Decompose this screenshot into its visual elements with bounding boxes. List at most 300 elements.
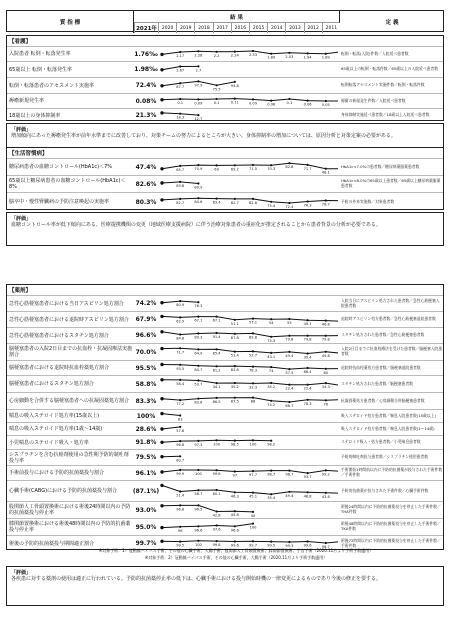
data-label: 85.8 [176,183,185,188]
data-label: 76 [323,402,329,407]
trend-chart [160,312,338,327]
data-label: 0.09 [194,101,203,106]
indicator-definition: 入院当日にアスピリン処方された患者数／急性心筋梗塞入院患者数 [341,297,440,308]
data-label: 96.8 [176,443,185,448]
year-header-7: 2014 [267,23,285,33]
indicator-label: 喘息の吸入ステロイド処方率(1歳〜14歳) [9,426,103,432]
data-point [234,382,236,384]
evaluation-comment [6,566,444,606]
data-point [179,65,181,67]
data-label: 89.3 [194,335,203,340]
indicator-definition: 転倒・転落(入院)件数／入院延べ患者数 [341,50,409,56]
trend-chart [160,502,338,518]
indicator-definition: 65歳以上の転倒・転落件数／65歳以上の入院延べ患者数 [341,66,438,72]
indicator-row [7,435,443,449]
data-label: 98.7 [267,472,276,477]
trend-line-svg [160,328,338,344]
data-label: 42.8 [212,513,221,518]
data-point [234,81,236,83]
data-label: 96 [177,528,183,533]
trend-line-svg [160,109,338,123]
data-point [234,164,236,166]
data-point [270,336,272,338]
data-point [197,50,199,52]
data-point [270,366,272,368]
indicator-definition: 予防の外来実施数／対象患者数 [341,198,395,204]
data-label: 65.4 [212,351,221,356]
data-point [234,333,236,335]
data-point [179,426,181,428]
data-point [160,470,163,473]
data-point [270,440,272,442]
data-point [160,301,163,304]
indicator-label: 喘息の吸入ステロイド処方率(15歳以上) [9,413,100,419]
indicator-row [7,343,443,360]
data-point [197,398,199,400]
current-value: 58.8% [135,380,157,388]
comment-text: 増加傾向にあった褥瘡発生率が前年水準までに改善しており、対策チームの努力によるところが大きい。身体抑制率の増加については、原因分析と対策定案の必要がある。 [11,133,396,139]
data-label: 0.09 [248,101,258,106]
section-title: 【看護】 [9,39,32,45]
comment-heading: 「評価」 [11,127,32,133]
data-label: 49.4 [285,493,294,498]
data-label: 99.8 [212,543,221,548]
data-label: 2.7 [195,68,202,73]
indicator-row [7,501,443,518]
indicator-row [7,61,443,77]
section-1 [6,147,444,210]
indicator-row [7,449,443,465]
indicator-row [7,327,443,343]
data-point [270,400,272,402]
indicator-row [7,295,443,311]
indicator-label: 急性心筋梗塞患者におけるスタチン処方割合 [9,332,109,339]
data-label: 94.8 [230,83,239,88]
data-label: 81.2 [212,368,221,373]
data-point [160,330,163,333]
data-point [325,335,327,337]
data-point [252,50,254,52]
data-label: 79.8 [303,337,312,342]
data-point [325,53,327,55]
data-point [307,352,309,354]
data-point [307,367,309,369]
data-point [179,469,181,471]
data-point [216,469,218,471]
indicator-row [7,175,443,192]
data-point [288,384,290,386]
data-label: 83.8 [194,400,203,405]
data-point [216,540,218,542]
trend-line-svg [160,47,338,62]
data-point [197,114,199,116]
data-label: 66.4 [303,370,312,374]
data-point [216,51,218,53]
data-label: 79.8 [321,337,330,342]
indicator-row [7,77,443,93]
section-title: 【生活習慣病】 [9,151,48,157]
data-point [160,181,163,184]
indicator-label: 心房細動を合併する脳梗塞患者への抗凝固薬処方割合 [9,398,130,404]
trend-chart [160,296,338,311]
indicator-definition: 転倒転落アセスメント実施件数／転倒・転落件数 [341,82,425,88]
data-point [234,51,236,53]
data-point [288,202,290,204]
data-label: 64.9 [194,351,203,356]
current-value: 28.6% [135,425,157,433]
data-label: 12.7 [194,117,203,122]
trend-line-svg [160,436,338,450]
data-point [216,84,218,86]
data-label: 60 [323,370,329,375]
indicator-row [7,375,443,392]
series-line [162,414,180,416]
data-label: 48.1 [321,170,330,175]
trend-line-svg [160,344,338,361]
data-label: 46.3 [230,494,239,499]
trend-line-svg [160,193,338,212]
data-label: 84.6 [194,200,203,205]
data-point [252,332,254,334]
data-label: 80.9 [176,303,185,308]
data-point [252,511,254,513]
indicator-label: 入院患者 転倒・転落発生率 [9,51,71,57]
indicator-label: 脳梗塞患者におけるスタチン処方割合 [9,381,94,387]
data-point [160,540,163,543]
data-label: 76.3 [303,203,312,208]
indicator-definition: 術後72時間以内に予防的抗菌薬投与を停止した手術件数／手術件数 [341,537,441,548]
indicator-definition: 予防的抗菌薬が投与された手術件数／心臓手術件数 [341,487,429,493]
current-value: 72.4% [135,82,157,89]
indicator-label: 脳梗塞患者における退院時抗血栓薬処方割合 [9,365,110,371]
data-point [307,335,309,337]
indicator-label: 脳梗塞患者の入院2日目までの抗血栓・抗凝固療法実施割合 [9,346,133,358]
data-label: 57.8 [176,428,185,433]
trend-chart [160,328,338,343]
data-label: 97.9 [194,83,203,88]
data-point [179,333,181,335]
data-point [179,347,181,349]
data-point [179,165,181,167]
data-label: 82.7 [230,200,239,205]
year-header-3: 2018 [194,23,212,33]
data-point [252,470,254,472]
data-point [179,300,181,302]
footnote: ※対象手術：1）冠動脈バイパス手術、その他の心臓手術、大腸手術、股関節人工骨頭置換術、膝関節置換術、子宮手術（2020.11月より手術手数適用） [98,548,374,553]
data-point [325,469,327,471]
data-point [216,524,218,526]
data-label: 57.5 [285,371,294,376]
data-label: 1.89 [321,55,330,60]
data-point [179,113,181,115]
section-0 [6,35,444,121]
data-label: 2.2 [213,53,220,58]
data-point [179,51,181,53]
indicator-definition: HbA1c<7.0%の患者数／糖尿病薬服薬患者数 [341,163,420,169]
footnote: ※対象手術：2）冠動脈バイパス手術、その他の心臓手術、大腸手術（2020.11月より手術手数適用） [144,555,328,560]
data-label: 39.4 [303,355,312,360]
indicator-label: 糖尿病患者の血糖コントロール(HbA1c)＜7% [9,164,113,170]
data-label: 58.7 [194,492,203,497]
data-point [307,100,309,102]
indicator-column-header: 質 指 標 [7,11,134,33]
data-point [307,52,309,54]
indicator-definition: 手術開始1時間前以内に予防的抗菌薬が投与された手術件数／手術件数 [341,467,443,477]
data-point [288,335,290,337]
data-point [288,52,290,54]
data-point [179,98,181,100]
data-label: 43.1 [267,354,276,359]
data-point [216,510,218,512]
data-label: 0.11 [230,100,239,105]
data-point [252,164,254,166]
data-label: 49.4 [285,353,294,358]
current-value: 96.1% [135,469,157,477]
data-point [234,365,236,367]
current-value: 99.7% [135,540,157,547]
current-value: 70.0% [135,348,157,356]
trend-chart [160,436,338,449]
data-label: 100 [249,525,257,530]
current-value: 1.76‰ [134,50,158,58]
data-label: 99.3 [285,544,294,548]
indicator-row [7,480,443,501]
data-label: 22.4 [285,386,294,391]
trend-chart [160,94,338,108]
indicator-definition: 褥瘡の新規発生件数／入院延べ患者数 [341,97,406,103]
data-point [307,200,309,202]
data-point [160,198,163,201]
data-point [325,168,327,170]
data-point [160,484,163,487]
data-point [197,332,199,334]
trend-chart [160,109,338,122]
data-label: 46.8 [303,494,312,499]
data-label: 71.7 [176,350,185,355]
data-label: 78.3 [303,401,312,406]
data-label: 100 [194,472,202,476]
data-point [288,401,290,403]
indicator-definition: 術後24時間以内に予防的抗菌薬投与を停止した手術件数／THA件数 [341,504,441,514]
current-value: 80.3% [135,198,157,206]
data-point [179,198,181,200]
data-point [307,491,309,493]
data-label: 0.05 [321,103,330,107]
data-label: 51.1 [230,321,239,326]
data-label: 99.6 [230,543,239,548]
data-point [160,363,163,366]
data-point [270,541,272,543]
data-point [325,320,327,322]
data-point [197,504,199,506]
evaluation-comment [6,212,444,246]
data-point [252,382,254,384]
data-point [234,491,236,493]
data-point [179,504,181,506]
data-label: 45.8 [230,513,239,518]
trend-line-svg [160,94,338,109]
data-point [270,53,272,55]
trend-chart [160,361,338,375]
current-value: 82.6% [135,180,157,188]
section-title: 【薬剤】 [9,288,32,294]
data-label: 84.8 [176,336,185,341]
data-point [307,319,309,321]
current-value: 0.08% [135,97,157,105]
trend-line-svg [160,312,338,328]
data-point [197,301,199,303]
data-point [252,523,254,525]
data-point [325,199,327,201]
current-value: 47.4% [135,163,157,171]
data-point [234,440,236,442]
trend-chart [160,176,338,192]
data-point [160,441,163,444]
data-label: 74.2 [267,402,276,407]
data-label: 91.4 [212,335,221,339]
data-label: 82.8 [230,368,239,373]
data-point [234,319,236,321]
data-label: 96.8 [176,507,185,512]
indicator-definition: ステロイド吸入・処方患者数／小児喘息患者数 [341,439,421,445]
data-point [160,84,163,87]
data-point [160,455,163,458]
trend-chart [160,344,338,360]
data-point [179,399,181,401]
data-label: 82.8 [285,165,294,170]
data-label: 35.2 [267,385,276,389]
indicator-row [7,360,443,375]
data-point [197,197,199,199]
data-point [234,470,236,472]
data-label: 22.4 [303,386,312,391]
data-point [216,382,218,384]
data-label: 75.5 [212,87,221,92]
data-point [216,164,218,166]
data-label: 68.7 [285,404,294,408]
data-label: 0.06 [267,102,276,107]
table-header [6,10,444,32]
data-point [270,318,272,320]
indicator-label: 膝関節置換術における術後48時間以内の予防的抗菌薬投与停止率 [9,521,131,533]
data-point [325,492,327,494]
data-point [216,332,218,334]
data-label: 0.1 [213,101,220,105]
data-point [288,351,290,353]
indicator-label: 65歳以上 転倒・転落発生率 [9,66,72,73]
data-label: 34.3 [321,385,330,390]
indicator-row [7,311,443,327]
data-point [234,510,236,512]
data-point [179,526,181,528]
data-label: 43.8 [321,494,330,499]
data-point [197,379,199,381]
data-label: 0.1 [286,101,293,105]
data-point [270,352,272,354]
indicator-row [7,108,443,122]
data-label: 78.7 [321,202,330,207]
data-label: 77.2 [176,402,185,407]
current-value: 91.8% [135,439,157,446]
trend-chart [160,159,338,175]
data-label: 69.2 [230,167,239,172]
data-label: 58.4 [176,381,185,386]
data-point [270,201,272,203]
current-value: 67.9% [135,316,157,323]
data-point [160,53,163,56]
data-label: 83.4 [212,200,221,205]
indicator-definition: 術後48時間以内に予防的抗菌薬投与を停止した手術件数／TKA件数 [341,521,441,531]
definition-column-header: 定 義 [385,20,399,26]
data-label: 86.5 [212,399,221,404]
trend-line-svg [160,376,338,393]
data-point [234,198,236,200]
trend-line-svg [160,159,338,176]
data-point [252,318,254,320]
data-point [325,399,327,401]
data-point [234,525,236,527]
data-label: 98.5 [230,442,239,447]
current-value: 95.5% [135,364,157,372]
data-label: 84.7 [194,367,203,372]
data-label: 83 [177,417,183,422]
trend-chart [160,393,338,409]
data-point [179,541,181,543]
data-label: 100 [194,542,202,547]
data-label: 67.1 [212,318,221,323]
data-label: 99.6 [303,543,312,548]
data-label: 82.8 [248,200,258,205]
data-label: 70.9 [194,167,203,172]
data-point [197,525,199,527]
current-value: 100% [136,412,156,420]
section-2 [6,284,444,550]
data-label: 57.1 [248,320,258,325]
data-label: 40 [250,513,256,518]
data-point [160,504,163,507]
data-point [160,167,163,170]
data-label: 79.8 [285,337,294,342]
data-point [325,542,327,544]
data-label: 99.9 [176,472,185,476]
indicator-label: 転倒・転落患者のアセスメント実施率 [9,82,94,89]
data-point [216,439,218,441]
data-point [288,98,290,100]
data-label: 35.2 [230,385,239,389]
data-point [216,365,218,367]
data-label: 98.2 [267,442,276,447]
indicator-definition: HbA1c<8.0%の65歳以上患者数／65歳以上糖尿病薬服薬患者数 [341,178,441,188]
data-point [325,100,327,102]
data-point [160,68,163,71]
indicator-label: 急性心筋梗塞患者における退院時アスピリン処方割合 [9,316,129,323]
data-label: 88 [250,399,256,404]
data-label: 51.4 [230,353,239,358]
data-label: 98.7 [285,472,294,477]
data-point [216,397,218,399]
data-label: 99.2 [321,472,330,477]
trend-line-svg [160,176,338,193]
indicator-row [7,518,443,535]
indicator-label: 小児喘息のステロイド吸入・処方率 [9,439,89,446]
indicator-definition: 身体抑制実施延べ患者数／18歳以上入院延べ患者数 [341,112,430,118]
current-value: 93.0% [135,506,157,514]
data-label: 52.7 [248,353,258,358]
indicator-definition: スタチン処方された患者数／脳梗塞患者数 [341,380,413,386]
data-label: 2.28 [194,53,203,58]
indicator-label: 心臓手術(CABG)における予防的抗菌薬投与割合 [9,488,118,494]
data-label: 2.17 [176,54,185,58]
